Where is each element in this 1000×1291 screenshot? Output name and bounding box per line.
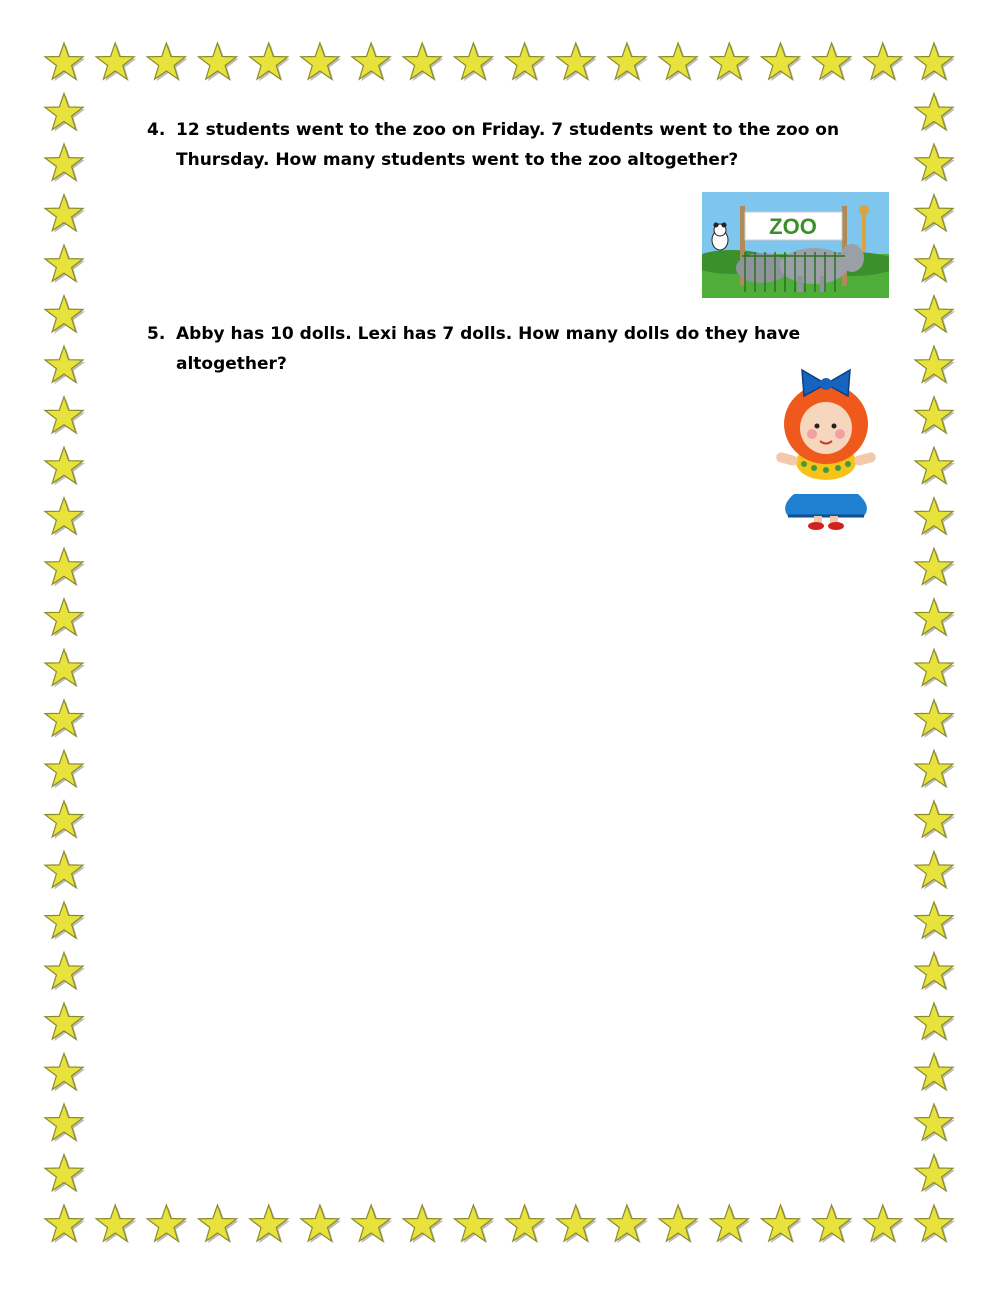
zoo-sign-text: ZOO: [769, 214, 817, 239]
question-4-number: 4.: [147, 120, 166, 140]
doll-illustration: [768, 366, 886, 530]
question-4-text: 12 students went to the zoo on Friday. 7 students went to the zoo on Thursday. How many students went to the zoo altogether?: [176, 120, 840, 170]
question-5: [147, 319, 867, 379]
question-4: [147, 115, 867, 175]
question-5-number: 5.: [147, 324, 166, 344]
question-5-text: Abby has 10 dolls. Lexi has 7 dolls. How many dolls do they have altogether?: [176, 324, 801, 374]
zoo-illustration: [702, 192, 889, 298]
